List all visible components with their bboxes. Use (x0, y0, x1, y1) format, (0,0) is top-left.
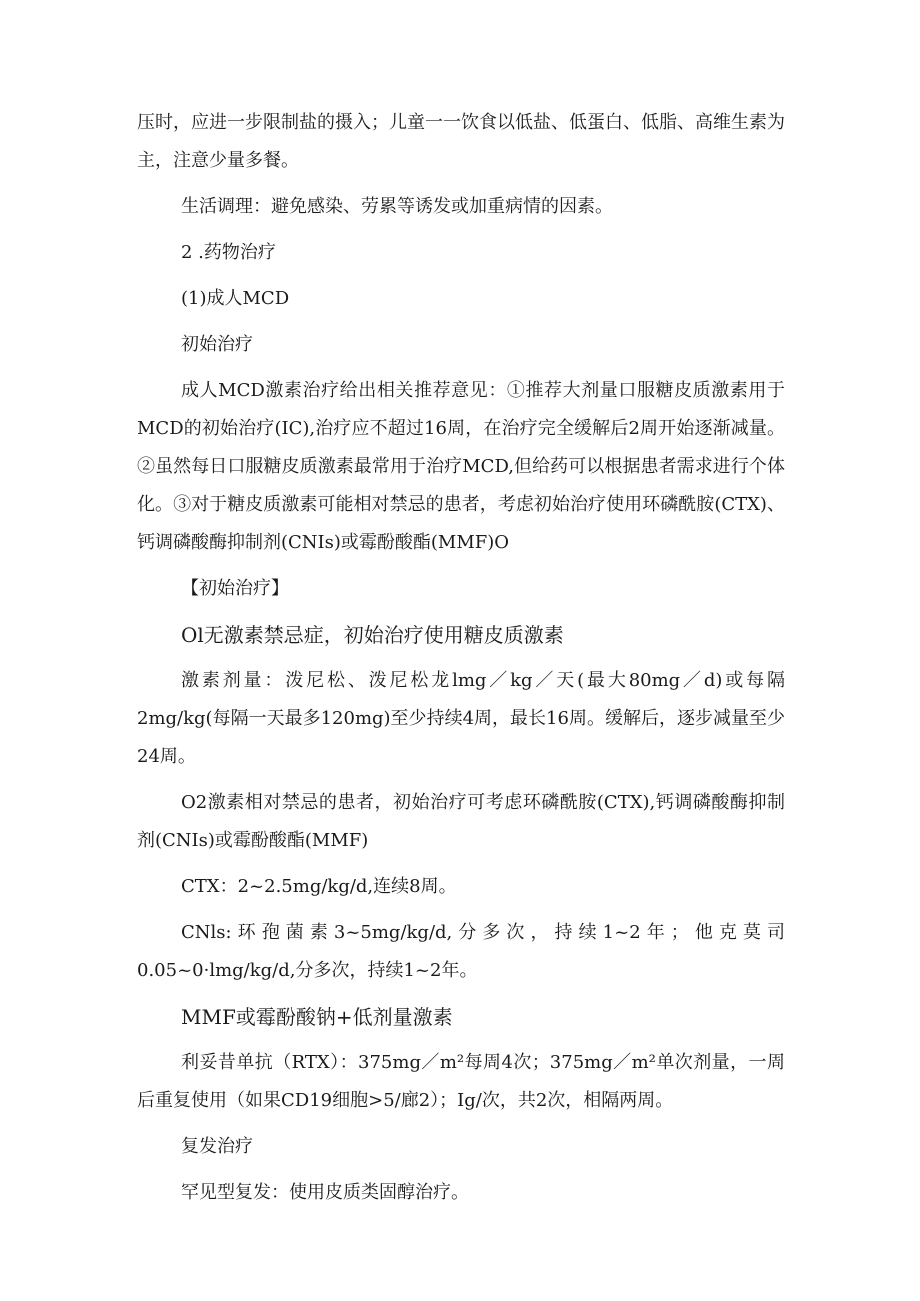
paragraph-recommendations: 成人MCD激素治疗给出相关推荐意见：①推荐大剂量口服糖皮质激素用于MCD的初始治疗(IC),治疗应不超过16周，在治疗完全缓解后2周开始逐渐减量。②虽然每日口服糖皮质激素最常用于治疗MCD,但给药可以根据患者需求进行个体化。③对于糖皮质激素可能相对禁忌的患者，考虑初始治疗使用环磷酰胺(CTX)、钙调磷酸酶抑制剂(CNIs)或霉酚酸酯(MMF)O (137, 380, 785, 553)
document-body (137, 104, 785, 1220)
paragraph-diet: 压时，应进一步限制盐的摄入；儿童一一饮食以低盐、低蛋白、低脂、高维生素为主，注意少量多餐。 (137, 112, 785, 171)
subsection-heading-adult-mcd: (1)成人MCD (181, 288, 290, 309)
subheading-initial-treatment: 初始治疗 (181, 334, 253, 355)
paragraph-cni-dose: CNls:环孢菌素3~5mg/kg/d,分多次，持续1~2年；他克莫司0.05~0·lmg/kg/d,分多次，持续1~2年。 (137, 922, 785, 981)
paragraph-ctx-dose: CTX：2~2.5mg/kg/d,连续8周。 (181, 876, 457, 897)
paragraph-rituximab: 利妥昔单抗（RTX）：375mg／m²每周4次；375mg／m²单次剂量，一周后重复使用（如果CD19细胞>5/廊2）；Ig/次，共2次，相隔两周。 (137, 1052, 785, 1111)
item-mmf: MMF或霉酚酸钠+低剂量激素 (181, 1005, 453, 1029)
item-no-contraindication: Ol无激素禁忌症，初始治疗使用糖皮质激素 (181, 623, 564, 647)
paragraph-rare-relapse: 罕见型复发：使用皮质类固醇治疗。 (181, 1182, 469, 1203)
subheading-relapse-treatment: 复发治疗 (181, 1136, 253, 1157)
paragraph-lifestyle: 生活调理：避免感染、劳累等诱发或加重病情的因素。 (181, 196, 613, 217)
paragraph-steroid-dose: 激素剂量：泼尼松、泼尼松龙lmg／kg／天(最大80mg／d)或每隔2mg/kg(每隔一天最多120mg)至少持续4周，最长16周。缓解后，逐步减量至少24周。 (137, 670, 785, 767)
section-heading-drug-therapy: 2 .药物治疗 (181, 242, 276, 263)
item-relative-contraindication: O2激素相对禁忌的患者，初始治疗可考虑环磷酰胺(CTX),钙调磷酸酶抑制剂(CNIs)或霉酚酸酯(MMF) (137, 792, 785, 851)
bracket-heading-initial-treatment: 【初始治疗】 (181, 578, 289, 599)
